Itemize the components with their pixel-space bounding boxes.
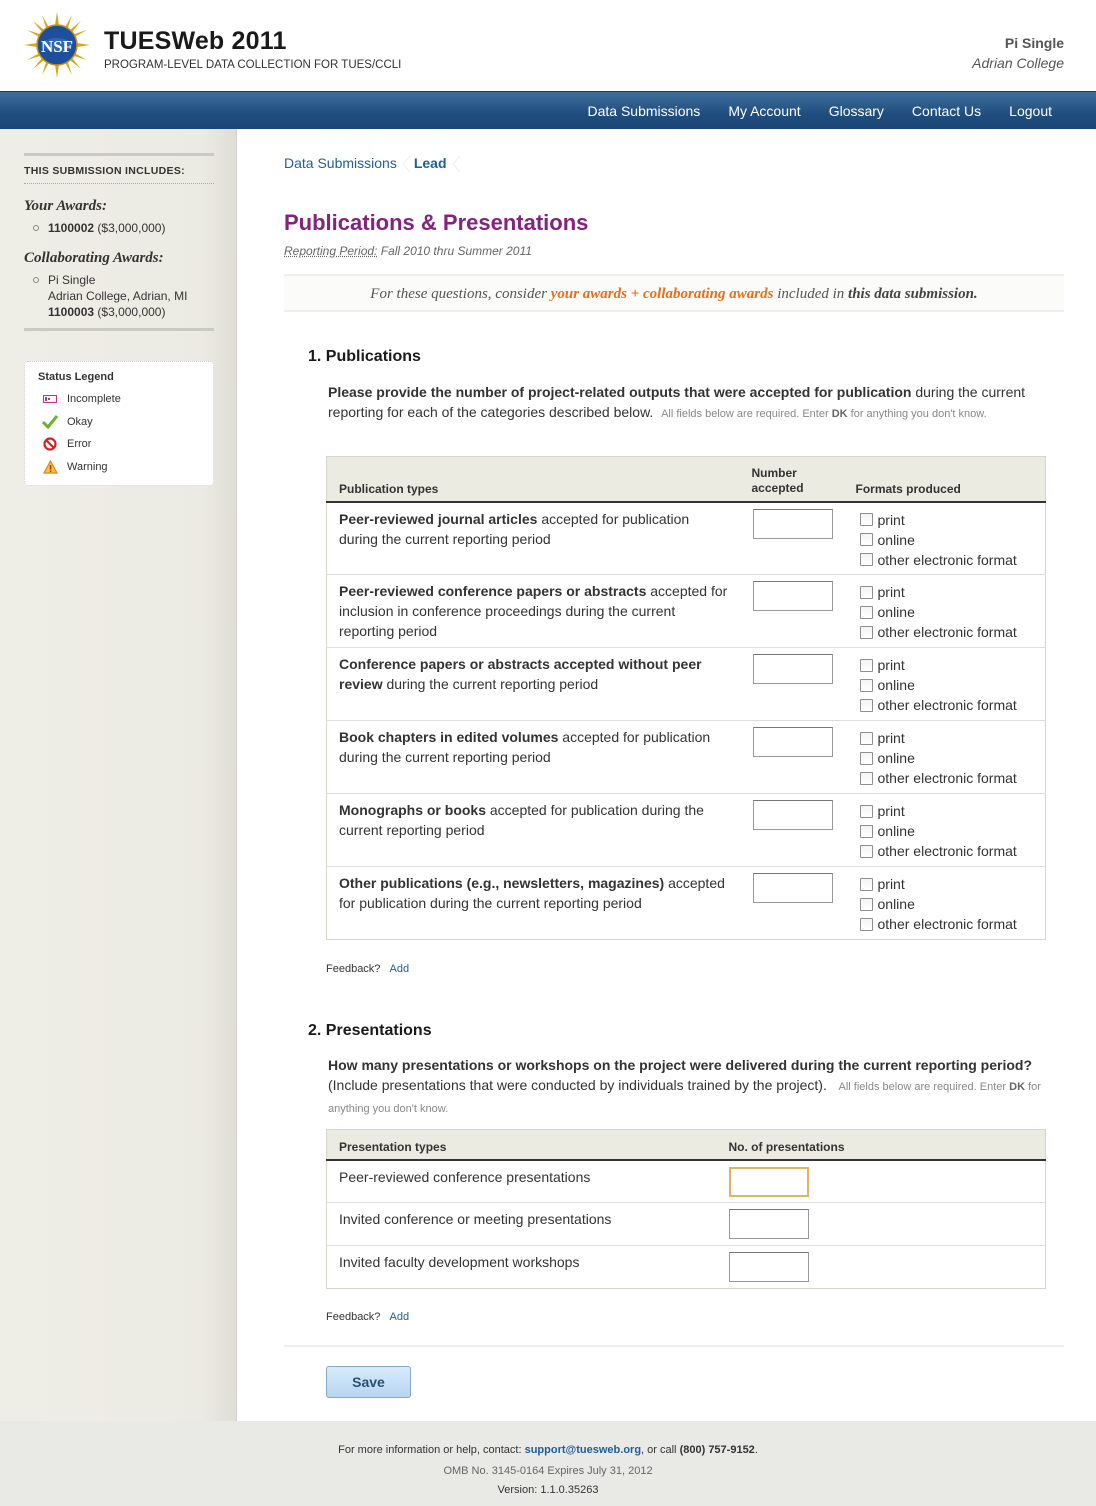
awards-highlight: your awards + collaborating awards bbox=[550, 286, 774, 302]
collab-awards-heading: Collaborating Awards: bbox=[24, 250, 164, 266]
format-checkbox[interactable] bbox=[860, 878, 873, 891]
formats-cell bbox=[844, 867, 1046, 940]
footer-help: For more information or help, contact: support@tuesweb.org, or call (800) 757-9152. bbox=[338, 1444, 758, 1456]
award-amount: ($3,000,000) bbox=[97, 221, 166, 235]
format-option-0 bbox=[860, 510, 1046, 530]
breadcrumb-data-submissions[interactable]: Data Submissions bbox=[284, 155, 414, 171]
nav-data-submissions[interactable]: Data Submissions bbox=[587, 103, 701, 119]
support-email-link[interactable]: support@tuesweb.org bbox=[524, 1444, 642, 1456]
format-checkbox[interactable] bbox=[860, 626, 873, 639]
col-formats-produced: Formats produced bbox=[844, 457, 1046, 502]
presentation-row bbox=[327, 1160, 1046, 1203]
legend-warning: Warning bbox=[38, 456, 213, 479]
nsf-logo[interactable] bbox=[24, 12, 90, 78]
presentation-type-cell bbox=[327, 1203, 717, 1246]
award-amount: ($3,000,000) bbox=[97, 305, 166, 319]
format-label: online bbox=[877, 750, 915, 766]
number-accepted-input[interactable] bbox=[753, 654, 833, 684]
format-checkbox[interactable] bbox=[860, 513, 873, 526]
format-checkbox[interactable] bbox=[860, 752, 873, 765]
feedback-add-link[interactable]: Add bbox=[389, 1311, 410, 1323]
publication-type-desc: accepted for publication during the current reporting period bbox=[339, 875, 725, 911]
format-option-1 bbox=[860, 748, 1046, 768]
col-publication-types: Publication types bbox=[327, 457, 740, 502]
number-accepted-cell bbox=[740, 502, 844, 575]
save-button[interactable]: Save bbox=[326, 1366, 411, 1398]
format-checkbox[interactable] bbox=[860, 732, 873, 745]
presentation-count-input[interactable] bbox=[729, 1167, 809, 1197]
format-option-2 bbox=[860, 914, 1046, 934]
award-item bbox=[24, 272, 214, 320]
collab-pi-name: Pi Single bbox=[48, 273, 96, 287]
format-label: online bbox=[877, 677, 915, 693]
publication-type-bold: Conference papers or abstracts accepted without peer review bbox=[339, 656, 702, 692]
presentation-count-input[interactable] bbox=[729, 1252, 809, 1282]
format-label: print bbox=[877, 730, 905, 746]
legend-title: Status Legend bbox=[38, 371, 114, 383]
footer bbox=[0, 1421, 1096, 1506]
formats-cell bbox=[844, 575, 1046, 648]
submission-includes bbox=[24, 153, 214, 331]
legend-incomplete: Incomplete bbox=[38, 388, 213, 411]
format-option-2 bbox=[860, 622, 1046, 642]
breadcrumb bbox=[284, 155, 464, 171]
number-accepted-cell bbox=[740, 648, 844, 721]
presentation-row bbox=[327, 1246, 1046, 1289]
publication-type-bold: Monographs or books bbox=[339, 802, 486, 818]
format-option-0 bbox=[860, 655, 1046, 675]
number-accepted-cell bbox=[740, 867, 844, 940]
your-awards-list bbox=[24, 220, 214, 236]
format-checkbox[interactable] bbox=[860, 772, 873, 785]
presentation-count-cell bbox=[717, 1160, 1046, 1203]
formats-cell bbox=[844, 721, 1046, 794]
publication-type-cell bbox=[327, 648, 740, 721]
publications-title: 1. Publications bbox=[308, 348, 421, 365]
format-checkbox[interactable] bbox=[860, 918, 873, 931]
legend-okay: Okay bbox=[38, 411, 213, 434]
number-accepted-input[interactable] bbox=[753, 581, 833, 611]
presentation-count-cell bbox=[717, 1246, 1046, 1289]
format-checkbox[interactable] bbox=[860, 679, 873, 692]
format-label: online bbox=[877, 531, 915, 548]
col-presentation-types: Presentation types bbox=[327, 1130, 717, 1160]
format-option-0 bbox=[860, 874, 1046, 894]
support-phone: (800) 757-9152 bbox=[679, 1444, 755, 1456]
presentation-count-cell bbox=[717, 1203, 1046, 1246]
format-label: online bbox=[877, 896, 915, 912]
app-subtitle: PROGRAM-LEVEL DATA COLLECTION FOR TUES/CCLI bbox=[104, 59, 402, 71]
formats-cell bbox=[844, 794, 1046, 867]
formats-cell bbox=[844, 648, 1046, 721]
logo-text: NSF bbox=[40, 37, 74, 56]
number-accepted-input[interactable] bbox=[753, 873, 833, 903]
nav-bar bbox=[0, 91, 1096, 129]
collab-awards-list bbox=[24, 272, 214, 320]
publication-type-bold: Peer-reviewed conference papers or abstracts bbox=[339, 583, 647, 599]
reporting-period-value: Fall 2010 thru Summer 2011 bbox=[380, 244, 532, 258]
number-accepted-cell bbox=[740, 794, 844, 867]
award-number: 1100003 bbox=[48, 305, 95, 319]
presentations-title: 2. Presentations bbox=[308, 1022, 432, 1039]
nav-contact-us[interactable]: Contact Us bbox=[911, 103, 982, 119]
footer-version: Version: 1.1.0.35263 bbox=[497, 1484, 599, 1496]
publication-type-cell bbox=[327, 502, 740, 575]
format-option-2 bbox=[860, 550, 1046, 570]
reporting-period bbox=[284, 244, 532, 258]
award-item bbox=[24, 220, 214, 236]
format-option-2 bbox=[860, 768, 1046, 788]
format-checkbox[interactable] bbox=[860, 606, 873, 619]
checkmark-icon bbox=[42, 414, 58, 430]
publication-type-cell bbox=[327, 721, 740, 794]
user-org: Adrian College bbox=[972, 55, 1064, 71]
format-label: print bbox=[877, 657, 905, 673]
presentations-table bbox=[326, 1129, 1046, 1289]
format-checkbox[interactable] bbox=[860, 553, 873, 566]
publication-row bbox=[327, 794, 1046, 867]
number-accepted-input[interactable] bbox=[753, 800, 833, 830]
presentations-feedback: Feedback? Add bbox=[326, 1311, 410, 1323]
presentation-type-label: Peer-reviewed conference presentations bbox=[339, 1168, 591, 1185]
col-no-of-presentations: No. of presentations bbox=[717, 1130, 1046, 1160]
publication-row bbox=[327, 867, 1046, 940]
error-icon bbox=[42, 436, 58, 452]
main-content bbox=[237, 129, 1096, 1421]
format-label: other electronic format bbox=[877, 770, 1017, 786]
publication-type-bold: Other publications (e.g., newsletters, magazines) bbox=[339, 875, 665, 891]
publication-type-bold: Peer-reviewed journal articles bbox=[339, 510, 538, 527]
format-checkbox[interactable] bbox=[860, 898, 873, 911]
divider bbox=[284, 1345, 1064, 1347]
publications-instructions: Please provide the number of project-related outputs that were accepted for publication during the current reporting for each of the categories described below. All fields below are required. Enter DK for anything you don't know. bbox=[328, 384, 1026, 420]
format-option-2 bbox=[860, 695, 1046, 715]
status-legend bbox=[24, 361, 214, 486]
number-accepted-cell bbox=[740, 575, 844, 648]
presentation-type-label: Invited conference or meeting presentations bbox=[339, 1211, 612, 1227]
main-nav bbox=[573, 92, 1066, 130]
formats-cell bbox=[844, 502, 1046, 575]
publications-table bbox=[326, 456, 1046, 940]
nav-logout[interactable]: Logout bbox=[1009, 103, 1052, 119]
format-label: print bbox=[877, 511, 905, 528]
publication-type-cell bbox=[327, 867, 740, 940]
publication-type-desc: accepted for publication during the current reporting period bbox=[339, 802, 704, 838]
format-checkbox[interactable] bbox=[860, 845, 873, 858]
format-checkbox[interactable] bbox=[860, 533, 873, 546]
publications-feedback: Feedback? Add bbox=[326, 963, 410, 975]
sidebar bbox=[0, 129, 237, 1421]
feedback-add-link[interactable]: Add bbox=[389, 963, 410, 975]
format-label: other electronic format bbox=[877, 697, 1017, 713]
publication-row bbox=[327, 648, 1046, 721]
format-option-0 bbox=[860, 728, 1046, 748]
publication-type-desc: during the current reporting period bbox=[382, 676, 599, 692]
header bbox=[0, 0, 1096, 92]
app-title: TUESWeb 2011 bbox=[104, 27, 287, 55]
format-label: other electronic format bbox=[877, 916, 1017, 932]
includes-title: THIS SUBMISSION INCLUDES: bbox=[24, 156, 214, 184]
presentation-type-label: Invited faculty development workshops bbox=[339, 1254, 580, 1270]
format-checkbox[interactable] bbox=[860, 825, 873, 838]
publication-type-bold: Book chapters in edited volumes bbox=[339, 729, 559, 745]
reporting-period-label: Reporting Period: bbox=[284, 244, 378, 258]
nav-my-account[interactable]: My Account bbox=[728, 103, 801, 119]
format-label: other electronic format bbox=[877, 843, 1017, 859]
number-accepted-cell bbox=[740, 721, 844, 794]
format-label: other electronic format bbox=[877, 624, 1017, 640]
format-label: other electronic format bbox=[877, 551, 1017, 568]
format-option-1 bbox=[860, 821, 1046, 841]
presentation-row bbox=[327, 1203, 1046, 1246]
format-option-0 bbox=[860, 582, 1046, 602]
publication-row bbox=[327, 502, 1046, 575]
presentation-type-cell bbox=[327, 1160, 717, 1203]
collab-location: Adrian College, Adrian, MI bbox=[48, 289, 188, 303]
publication-type-desc: accepted for inclusion in conference proceedings during the current reporting period bbox=[339, 583, 728, 639]
publication-type-cell bbox=[327, 794, 740, 867]
col-number-accepted: Number accepted bbox=[740, 457, 844, 502]
footer-omb: OMB No. 3145-0164 Expires July 31, 2012 bbox=[443, 1465, 653, 1477]
format-option-1 bbox=[860, 675, 1046, 695]
publication-row bbox=[327, 575, 1046, 648]
publication-type-cell bbox=[327, 575, 740, 648]
breadcrumb-lead[interactable]: Lead bbox=[414, 155, 464, 171]
format-label: print bbox=[877, 584, 905, 600]
number-accepted-input[interactable] bbox=[753, 509, 833, 539]
format-checkbox[interactable] bbox=[860, 699, 873, 712]
warning-icon bbox=[42, 459, 58, 475]
format-checkbox[interactable] bbox=[860, 659, 873, 672]
format-option-0 bbox=[860, 801, 1046, 821]
page-title: Publications & Presentations bbox=[284, 210, 589, 235]
presentation-count-input[interactable] bbox=[729, 1209, 809, 1239]
format-label: print bbox=[877, 803, 905, 819]
format-label: print bbox=[877, 876, 905, 892]
consider-banner: For these questions, consider your awards + collaborating awards included in this data submission. bbox=[284, 274, 1064, 312]
nav-glossary[interactable]: Glossary bbox=[828, 103, 884, 119]
publication-type-desc: accepted for publication during the current reporting period bbox=[339, 729, 711, 765]
publication-type-desc: accepted for publication during the current reporting period bbox=[339, 510, 690, 547]
your-awards-heading: Your Awards: bbox=[24, 198, 107, 214]
format-option-1 bbox=[860, 530, 1046, 550]
format-checkbox[interactable] bbox=[860, 805, 873, 818]
format-option-2 bbox=[860, 841, 1046, 861]
legend-error: Error bbox=[38, 433, 213, 456]
format-checkbox[interactable] bbox=[860, 586, 873, 599]
presentations-instructions: How many presentations or workshops on the project were delivered during the current reporting period? (Include presentations that were conducted by individuals trained by the project). All fields below are required. Enter DK for anything you don't know. bbox=[328, 1057, 1041, 1115]
award-number: 1100002 bbox=[48, 221, 95, 235]
format-option-1 bbox=[860, 894, 1046, 914]
presentation-type-cell bbox=[327, 1246, 717, 1289]
number-accepted-input[interactable] bbox=[753, 727, 833, 757]
publication-row bbox=[327, 721, 1046, 794]
incomplete-icon bbox=[42, 391, 58, 407]
format-label: online bbox=[877, 823, 915, 839]
user-name: Pi Single bbox=[1004, 35, 1064, 51]
format-option-1 bbox=[860, 602, 1046, 622]
format-label: online bbox=[877, 604, 915, 620]
